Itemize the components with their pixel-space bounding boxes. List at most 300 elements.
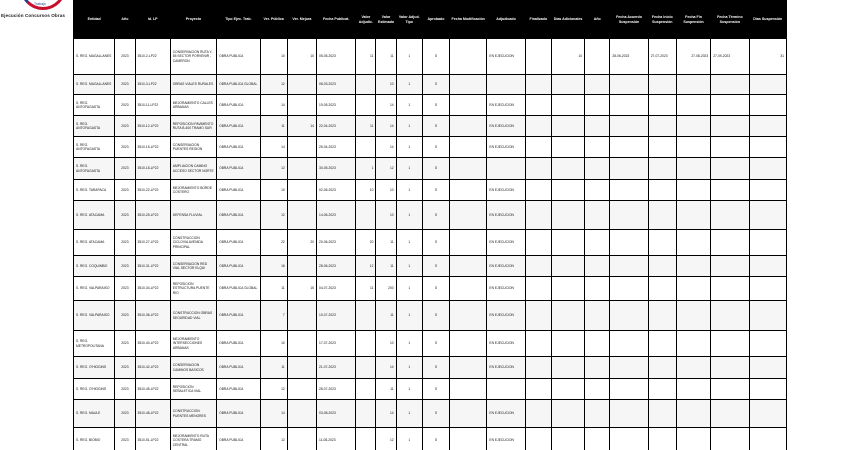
table-cell	[525, 39, 551, 75]
table-cell	[450, 201, 487, 230]
table-cell	[676, 201, 710, 230]
table-cell: 11	[376, 256, 396, 277]
table-cell	[287, 331, 316, 357]
column-header[interactable]: Aprobado	[422, 1, 449, 39]
table-cell	[287, 180, 316, 201]
table-cell	[585, 95, 610, 116]
table-row[interactable]	[74, 428, 787, 450]
table-cell: S. REG. COQUIMBO	[74, 256, 115, 277]
table-cell: S	[422, 357, 449, 379]
table-cell	[648, 95, 676, 116]
table-cell: S	[422, 116, 449, 137]
table-cell: 21-07-2023	[316, 357, 355, 379]
table-cell	[585, 331, 610, 357]
column-header[interactable]: Id. LP	[135, 1, 170, 39]
table-cell: OBRA PUBLICA	[217, 379, 260, 400]
table-cell	[551, 379, 584, 400]
table-cell: 31	[749, 39, 786, 75]
table-cell: 2023	[115, 95, 135, 116]
table-cell: 11	[376, 230, 396, 256]
table-cell: 12	[260, 379, 287, 400]
column-header[interactable]: Año	[115, 1, 135, 39]
table-cell: S. REG. O'HIGGINS	[74, 357, 115, 379]
column-header[interactable]: Proyecto	[170, 1, 216, 39]
table-cell	[525, 331, 551, 357]
table-cell	[676, 379, 710, 400]
table-cell: 2023	[115, 201, 135, 230]
table-cell	[676, 331, 710, 357]
table-cell: 14	[376, 116, 396, 137]
table-cell	[356, 400, 376, 428]
table-cell: 3510-15-LP22	[135, 137, 170, 158]
table-cell: S	[422, 400, 449, 428]
table-row[interactable]	[74, 137, 787, 158]
column-header[interactable]: Tipo Ejec. Trab.	[217, 1, 260, 39]
table-cell	[450, 230, 487, 256]
table-cell	[525, 116, 551, 137]
table-cell	[287, 75, 316, 95]
table-cell: EN EJECUCION	[487, 39, 525, 75]
table-cell: S. REG. MAGALLANES	[74, 39, 115, 75]
table-cell: 1	[396, 75, 422, 95]
table-cell: 11	[376, 39, 396, 75]
table-cell: 10	[376, 331, 396, 357]
table-cell: 28-06-2023	[610, 39, 648, 75]
table-cell	[585, 75, 610, 95]
table-cell	[648, 331, 676, 357]
column-header[interactable]: Fecha Término Suspensión	[711, 1, 749, 39]
spreadsheet	[73, 0, 787, 450]
table-cell	[551, 116, 584, 137]
table-cell	[711, 116, 749, 137]
table-cell: 7	[260, 301, 287, 331]
table-cell	[648, 301, 676, 331]
table-cell: S. REG. MAULE	[74, 400, 115, 428]
table-cell	[585, 428, 610, 450]
table-row[interactable]	[74, 400, 787, 428]
table-cell: S. REG. O'HIGGINS	[74, 379, 115, 400]
table-cell: 11	[356, 39, 376, 75]
table-cell: 200	[376, 277, 396, 301]
table-cell	[287, 201, 316, 230]
table-cell: OBRA PUBLICA	[217, 400, 260, 428]
table-cell	[648, 158, 676, 180]
table-cell	[551, 180, 584, 201]
table-cell: 10	[376, 201, 396, 230]
table-row[interactable]	[74, 116, 787, 137]
table-cell: DEFENSA FLUVIAL	[170, 201, 216, 230]
column-header[interactable]: Ver. Mejora	[287, 1, 316, 39]
table-cell: 20-06-2023	[316, 230, 355, 256]
table-cell	[676, 230, 710, 256]
table-cell	[711, 301, 749, 331]
table-cell	[749, 379, 786, 400]
table-cell: 05-05-2023	[316, 39, 355, 75]
table-cell	[711, 256, 749, 277]
table-cell	[648, 277, 676, 301]
table-cell: OBRA PUBLICA	[217, 331, 260, 357]
table-cell	[648, 379, 676, 400]
table-cell: 2023	[115, 428, 135, 450]
table-cell: S	[422, 379, 449, 400]
table-cell	[450, 158, 487, 180]
table-cell: EN EJECUCION	[487, 301, 525, 331]
table-cell: 1	[396, 201, 422, 230]
table-cell	[648, 201, 676, 230]
table-cell: S	[422, 201, 449, 230]
table-cell	[450, 400, 487, 428]
table-cell: 12	[376, 158, 396, 180]
table-cell: EN EJECUCION	[487, 137, 525, 158]
table-cell	[450, 428, 487, 450]
table-cell: CONSERVACION PUENTES REGION	[170, 137, 216, 158]
table-cell	[610, 357, 648, 379]
table-cell: 10	[260, 331, 287, 357]
table-row[interactable]	[74, 256, 787, 277]
table-cell	[676, 116, 710, 137]
table-row[interactable]	[74, 180, 787, 201]
table-cell	[749, 116, 786, 137]
table-cell	[610, 75, 648, 95]
table-cell: 2023	[115, 277, 135, 301]
table-cell	[749, 158, 786, 180]
table-cell: CONSTRUCCION CICLOVIA AVENIDA PRINCIPAL	[170, 230, 216, 256]
table-row[interactable]	[74, 158, 787, 180]
table-cell: 10	[376, 75, 396, 95]
table-cell	[525, 301, 551, 331]
table-cell: 11	[260, 277, 287, 301]
table-cell: 14	[260, 137, 287, 158]
table-cell	[287, 137, 316, 158]
table-cell: 12	[356, 256, 376, 277]
table-cell: 1	[396, 428, 422, 450]
table-cell: 11-08-2023	[316, 428, 355, 450]
table-cell: 3510-48-LP22	[135, 400, 170, 428]
table-cell: EN EJECUCION	[487, 180, 525, 201]
table-cell	[525, 277, 551, 301]
table-cell	[711, 357, 749, 379]
table-cell	[585, 230, 610, 256]
column-header[interactable]: Adjudicado	[487, 1, 525, 39]
table-cell: 12	[260, 75, 287, 95]
table-cell	[551, 256, 584, 277]
table-cell: S. REG. ATACAMA	[74, 230, 115, 256]
table-cell: OBRA PUBLICA	[217, 301, 260, 331]
table-cell	[610, 331, 648, 357]
table-cell: 3510-34-LP22	[135, 277, 170, 301]
table-cell	[525, 256, 551, 277]
table-cell: EN EJECUCION	[487, 400, 525, 428]
brand-caption: Ejecución Concursos Obras	[1, 13, 66, 18]
column-header[interactable]: Finalizado	[525, 1, 551, 39]
header-row	[74, 1, 787, 39]
column-header[interactable]: Fecha Fin Suspensión	[676, 1, 710, 39]
table-cell	[450, 301, 487, 331]
table-cell	[711, 230, 749, 256]
table-cell	[711, 158, 749, 180]
table-cell: S	[422, 428, 449, 450]
table-cell: 27-08-2023	[676, 39, 710, 75]
table-row[interactable]	[74, 331, 787, 357]
table-cell	[356, 357, 376, 379]
table-cell: EN EJECUCION	[487, 116, 525, 137]
table-cell	[648, 75, 676, 95]
table-cell	[525, 95, 551, 116]
table-row[interactable]	[74, 277, 787, 301]
column-header[interactable]: Fecha Acuerdo Suspensión	[610, 1, 648, 39]
table-cell: 2023	[115, 357, 135, 379]
table-cell: REPOSICION ESTRUCTURA PUENTE RIO	[170, 277, 216, 301]
table-cell	[711, 379, 749, 400]
table-cell: 1	[396, 116, 422, 137]
table-cell	[551, 428, 584, 450]
table-cell	[356, 201, 376, 230]
table-row[interactable]	[74, 201, 787, 230]
table-cell: 1	[396, 331, 422, 357]
table-cell: 14	[287, 116, 316, 137]
column-header[interactable]: Valor Estimado	[376, 1, 396, 39]
table-cell	[551, 331, 584, 357]
table-cell: 2023	[115, 256, 135, 277]
table-cell: REPOSICION PAVIMENTO RUTA B-400 TRAMO SUR	[170, 116, 216, 137]
table-cell: EN EJECUCION	[487, 357, 525, 379]
table-cell	[450, 256, 487, 277]
table-cell: 12	[260, 201, 287, 230]
table-cell: MEJORAMIENTO INTERSECCIONES URBANAS	[170, 331, 216, 357]
table-cell: S	[422, 75, 449, 95]
table-cell: OBRA PUBLICA	[217, 95, 260, 116]
table-cell	[610, 379, 648, 400]
table-cell	[585, 137, 610, 158]
table-row[interactable]	[74, 357, 787, 379]
table-cell: 10	[260, 39, 287, 75]
table-cell: 3510-36-LP22	[135, 301, 170, 331]
table-cell	[749, 400, 786, 428]
table-cell	[450, 39, 487, 75]
table-cell: EN EJECUCION	[487, 331, 525, 357]
table-cell: 11	[356, 116, 376, 137]
table-cell	[648, 428, 676, 450]
table-cell: 1	[396, 357, 422, 379]
table-cell	[648, 180, 676, 201]
table-cell: S	[422, 301, 449, 331]
table-cell	[610, 95, 648, 116]
table-cell	[287, 95, 316, 116]
column-header[interactable]: Año	[585, 1, 610, 39]
table-cell	[585, 180, 610, 201]
table-cell	[610, 428, 648, 450]
table-cell: 1	[396, 137, 422, 158]
table-cell: 20	[287, 230, 316, 256]
table-row[interactable]	[74, 75, 787, 95]
table-cell	[525, 379, 551, 400]
column-header[interactable]: Días Adicionales	[551, 1, 584, 39]
table-cell: 30-05-2023	[316, 158, 355, 180]
table-cell: 20	[356, 230, 376, 256]
table-cell	[648, 137, 676, 158]
table-cell	[525, 158, 551, 180]
table-cell	[711, 400, 749, 428]
table-cell	[676, 95, 710, 116]
table-cell: 2023	[115, 180, 135, 201]
table-cell	[525, 201, 551, 230]
table-cell: 12	[260, 428, 287, 450]
table-cell	[585, 116, 610, 137]
table-cell: CONSTRUCCION OBRAS SEGURIDAD VIAL	[170, 301, 216, 331]
table-cell: S. REG. ANTOFAGASTA	[74, 158, 115, 180]
table-cell: S. REG. VALPARAISO	[74, 301, 115, 331]
column-header[interactable]: Fecha Publicat.	[316, 1, 355, 39]
table-cell: 3510-42-LP22	[135, 357, 170, 379]
table-cell: 3510-31-LP22	[135, 256, 170, 277]
table-cell: 14	[260, 400, 287, 428]
table-cell: 04-07-2023	[316, 277, 355, 301]
table-cell	[450, 116, 487, 137]
table-cell: 10	[356, 180, 376, 201]
column-header[interactable]: Fecha Modificación	[450, 1, 487, 39]
table-cell: S	[422, 331, 449, 357]
table-cell: 2023	[115, 230, 135, 256]
table-cell: 3510-51-LP22	[135, 428, 170, 450]
column-header[interactable]: Días Suspensión	[749, 1, 786, 39]
table-cell: OBRA PUBLICA	[217, 39, 260, 75]
table-cell: 11	[376, 379, 396, 400]
table-cell: OBRA PUBLICA	[217, 137, 260, 158]
logo-text: Trabajo	[34, 2, 46, 6]
table-row[interactable]	[74, 379, 787, 400]
table-cell: 10-07-2023	[316, 301, 355, 331]
table-cell: OBRA PUBLICA	[217, 201, 260, 230]
table-cell	[648, 230, 676, 256]
table-cell	[711, 428, 749, 450]
table-cell: 12	[376, 428, 396, 450]
table-cell	[585, 158, 610, 180]
table-cell: 1	[396, 400, 422, 428]
table-cell: S. REG. BIOBIO	[74, 428, 115, 450]
table-row[interactable]	[74, 301, 787, 331]
table-cell: 14	[376, 137, 396, 158]
table-cell	[676, 158, 710, 180]
table-cell: 3510-12-LP22	[135, 116, 170, 137]
table-cell: 14	[376, 357, 396, 379]
table-cell: S. REG. VALPARAISO	[74, 277, 115, 301]
table-cell: 28-06-2023	[316, 256, 355, 277]
table-cell	[711, 277, 749, 301]
column-header[interactable]: Fecha Inicio Suspensión	[648, 1, 676, 39]
table-cell: 2023	[115, 39, 135, 75]
table-cell: 19-05-2023	[316, 95, 355, 116]
table-cell: CONSERVACION CAMINOS BASICOS	[170, 357, 216, 379]
table-cell	[648, 400, 676, 428]
table-cell: AMPLIACION CAMINO ACCESO SECTOR NORTE	[170, 158, 216, 180]
table-cell	[610, 158, 648, 180]
table-cell	[711, 331, 749, 357]
column-header[interactable]: Valor Adjudic.	[356, 1, 376, 39]
table-cell: EN EJECUCION	[487, 277, 525, 301]
column-header[interactable]: Valor Adjud. Tipo	[396, 1, 422, 39]
column-header[interactable]: Entidad	[74, 1, 115, 39]
table-row[interactable]	[74, 39, 787, 75]
table-cell: 03-08-2023	[316, 400, 355, 428]
table-cell	[551, 357, 584, 379]
table-cell	[749, 357, 786, 379]
table-cell: 14	[260, 95, 287, 116]
table-cell	[610, 400, 648, 428]
table-cell: S	[422, 230, 449, 256]
table-cell	[648, 256, 676, 277]
table-cell	[525, 75, 551, 95]
table-cell	[551, 301, 584, 331]
table-cell	[450, 331, 487, 357]
table-cell: S	[422, 277, 449, 301]
table-cell	[287, 158, 316, 180]
table-cell	[525, 137, 551, 158]
table-cell	[585, 400, 610, 428]
table-cell	[749, 75, 786, 95]
table-cell: 1	[396, 180, 422, 201]
table-cell	[287, 301, 316, 331]
table-cell: 10	[376, 180, 396, 201]
table-cell: 11	[376, 301, 396, 331]
table-cell: MEJORAMIENTO RUTA COSTERA TRAMO CENTRAL	[170, 428, 216, 450]
table-cell: 2023	[115, 379, 135, 400]
table-cell	[749, 331, 786, 357]
table-cell	[610, 201, 648, 230]
table-cell	[676, 180, 710, 201]
table-cell: OBRA PUBLICA	[217, 180, 260, 201]
table-cell	[450, 137, 487, 158]
table-cell: 15	[287, 277, 316, 301]
table-cell: 2023	[115, 400, 135, 428]
table-cell: 1	[396, 230, 422, 256]
data-table	[73, 0, 787, 450]
table-cell: MEJORAMIENTO CALLES URBANAS	[170, 95, 216, 116]
table-cell	[287, 256, 316, 277]
table-cell	[287, 357, 316, 379]
table-cell: 2023	[115, 331, 135, 357]
table-cell: 10	[551, 39, 584, 75]
table-cell: 3510-45-LP22	[135, 379, 170, 400]
table-cell	[585, 379, 610, 400]
table-cell	[525, 180, 551, 201]
table-cell: S. REG. METROPOLITANA	[74, 331, 115, 357]
table-cell: 11	[260, 116, 287, 137]
column-header[interactable]: Ver. Pública	[260, 1, 287, 39]
table-cell: 11	[260, 357, 287, 379]
table-cell: S. REG. MAGALLANES	[74, 75, 115, 95]
table-cell: 02-06-2023	[316, 180, 355, 201]
table-cell	[749, 180, 786, 201]
table-cell	[676, 277, 710, 301]
table-cell: S	[422, 95, 449, 116]
table-cell: REPOSICION SEÑALETICA VIAL	[170, 379, 216, 400]
table-cell: OBRA PUBLICA GLOBAL	[217, 277, 260, 301]
table-row[interactable]	[74, 230, 787, 256]
table-cell	[749, 95, 786, 116]
table-row[interactable]	[74, 95, 787, 116]
table-cell: 27-09-2023	[711, 39, 749, 75]
table-cell: S. REG. ANTOFAGASTA	[74, 137, 115, 158]
table-cell	[551, 75, 584, 95]
table-cell	[356, 379, 376, 400]
table-cell	[450, 180, 487, 201]
table-cell	[749, 230, 786, 256]
table-cell: S	[422, 137, 449, 158]
table-cell: 08-03-2023	[316, 75, 355, 95]
table-cell: CONSERVACION RED VIAL SECTOR ELQUI	[170, 256, 216, 277]
table-cell: 3510-18-LP22	[135, 158, 170, 180]
table-cell: S	[422, 158, 449, 180]
